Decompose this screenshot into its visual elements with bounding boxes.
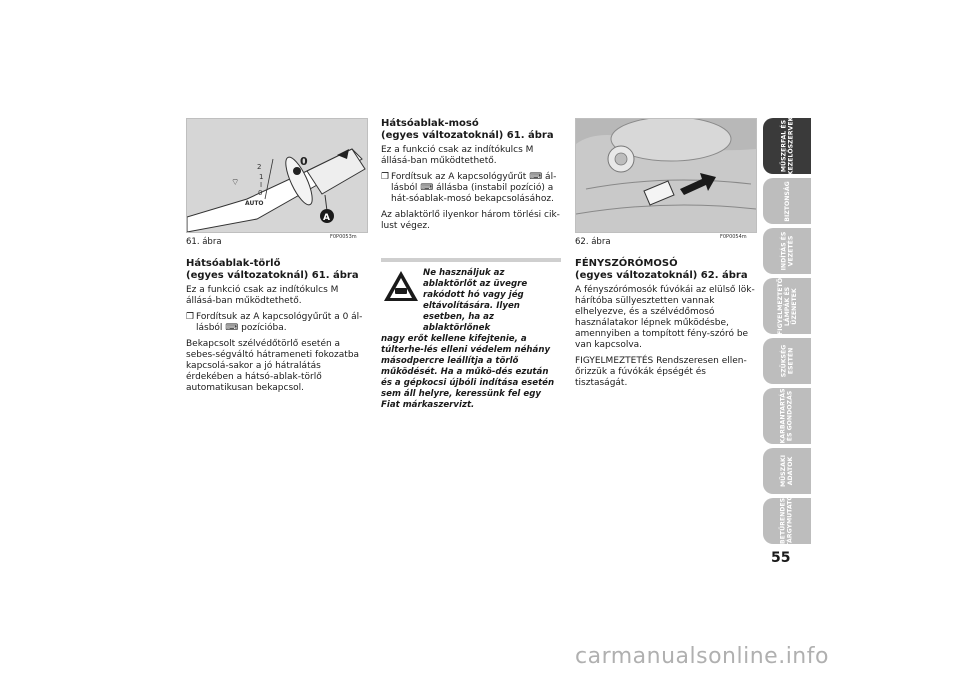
tab-starting-driving[interactable]: INDÍTÁS ÉS VEZETÉS xyxy=(763,228,811,274)
warning-text: Ne használjuk az ablaktörlőt az üvegre rakódott hó vagy jég eltávolítására. Ilyen esetben, ha az ablaktörlőnek nagy erőt kellene kifejtenie, a túlterhe-lés elleni védelem néhány másodpercre leállítja a törlő működését. Ha a műkö-dés ezután és a gépkocsi újbóli indítása esetén sem áll helyre, keressünk fel egy Fiat márkaszervizt. xyxy=(381,268,555,410)
headlamp-washer-para1: A fényszórómosók fúvókái az elülső lök-hárítóba süllyesztetten vannak elhelyezve, és a szélvédőmosó használatakor lépnek működésbe, amennyiben a tompított fény-szóró be van kapcsolva. xyxy=(575,285,755,350)
rear-wiper-bullet: ❐ Fordítsuk az A kapcsológyűrűt a 0 ál-lásból ⌨ pozícióba. xyxy=(186,312,363,333)
tab-maintenance[interactable]: KARBANTARTÁS ÉS GONDOZÁS xyxy=(763,388,811,444)
page-number: 55 xyxy=(771,550,791,566)
figure-62-code: F0P0054m xyxy=(720,234,747,240)
figure-61-caption: 61. ábra xyxy=(186,237,222,247)
tab-technical-data[interactable]: MŰSZAKI ADATOK xyxy=(763,448,811,494)
section-rear-washer xyxy=(381,118,561,237)
figure-62-headlamp-washer xyxy=(575,118,757,233)
tab-index[interactable]: BETŰRENDES TÁRGYMUTATÓ xyxy=(763,498,811,544)
tab-dashboard-controls[interactable]: MŰSZERFAL ÉS KEZELŐSZERVEK xyxy=(763,118,811,174)
rear-washer-para1: Ez a funkció csak az indítókulcs M állásá-ban működtethető. xyxy=(381,145,534,166)
headlamp-washer-para2: FIGYELMEZTETÉS Rendszeresen ellen-őrizzük a fúvókák épségét és tisztaságát. xyxy=(575,356,747,388)
rear-wiper-para2: Bekapcsolt szélvédőtörlő esetén a sebes-ségváltó hátrameneti fokozatba kapcsolá-sakor a jó hátralátás érdekében a hátsó-ablak-törlő automatikusan bekapcsol. xyxy=(186,339,360,393)
headlamp-washer-illustration xyxy=(576,119,756,232)
section-headlamp-washer xyxy=(575,258,755,394)
wiper-stalk-illustration xyxy=(187,119,367,232)
section-rear-wiper xyxy=(186,258,366,399)
warning-box xyxy=(381,258,561,410)
tab-emergency[interactable]: SZÜKSÉG ESETÉN xyxy=(763,338,811,384)
svg-text:2: 2 xyxy=(257,163,262,171)
figure-62-caption: 62. ábra xyxy=(575,237,611,247)
watermark: carmanualsonline.info xyxy=(575,644,829,669)
rear-wiper-para1: Ez a funkció csak az indítókulcs M állásá-ban működtethető. xyxy=(186,285,339,306)
figure-61-code: F0P0053m xyxy=(330,234,357,240)
figure-61-stalk xyxy=(186,118,368,233)
checkbox-bullet-icon: ❐ xyxy=(186,312,195,322)
rear-washer-heading: Hátsóablak-mosó (egyes változatoknál) 61. ábra xyxy=(381,118,554,141)
svg-text:0: 0 xyxy=(300,155,308,168)
svg-text:0: 0 xyxy=(258,189,263,197)
svg-text:I: I xyxy=(260,181,263,189)
tab-safety[interactable]: BIZTONSÁG xyxy=(763,178,811,224)
svg-text:AUTO: AUTO xyxy=(245,200,264,207)
tab-warning-lights[interactable]: FIGYELMEZTETŐ LÁMPÁK ÉS ÜZENETEK xyxy=(763,278,811,334)
rear-washer-para2: Az ablaktörlő ilyenkor három törlési cik-lust végez. xyxy=(381,210,560,231)
svg-text:⌔: ⌔ xyxy=(231,178,240,188)
svg-text:A: A xyxy=(323,213,330,223)
warning-top-bar xyxy=(381,258,561,262)
headlamp-washer-heading: FÉNYSZÓRÓMOSÓ (egyes változatoknál) 62. ábra xyxy=(575,258,748,281)
checkbox-bullet-icon: ❐ xyxy=(381,172,390,182)
svg-text:1: 1 xyxy=(259,173,264,181)
rear-washer-bullet: ❐ Fordítsuk az A kapcsológyűrűt ⌨ ál-lásból ⌨ állásba (instabil pozíció) a hát-sóablak-mosó bekapcsolásához. xyxy=(381,172,557,204)
rear-wiper-heading: Hátsóablak-törlő (egyes változatoknál) 61. ábra xyxy=(186,258,359,281)
